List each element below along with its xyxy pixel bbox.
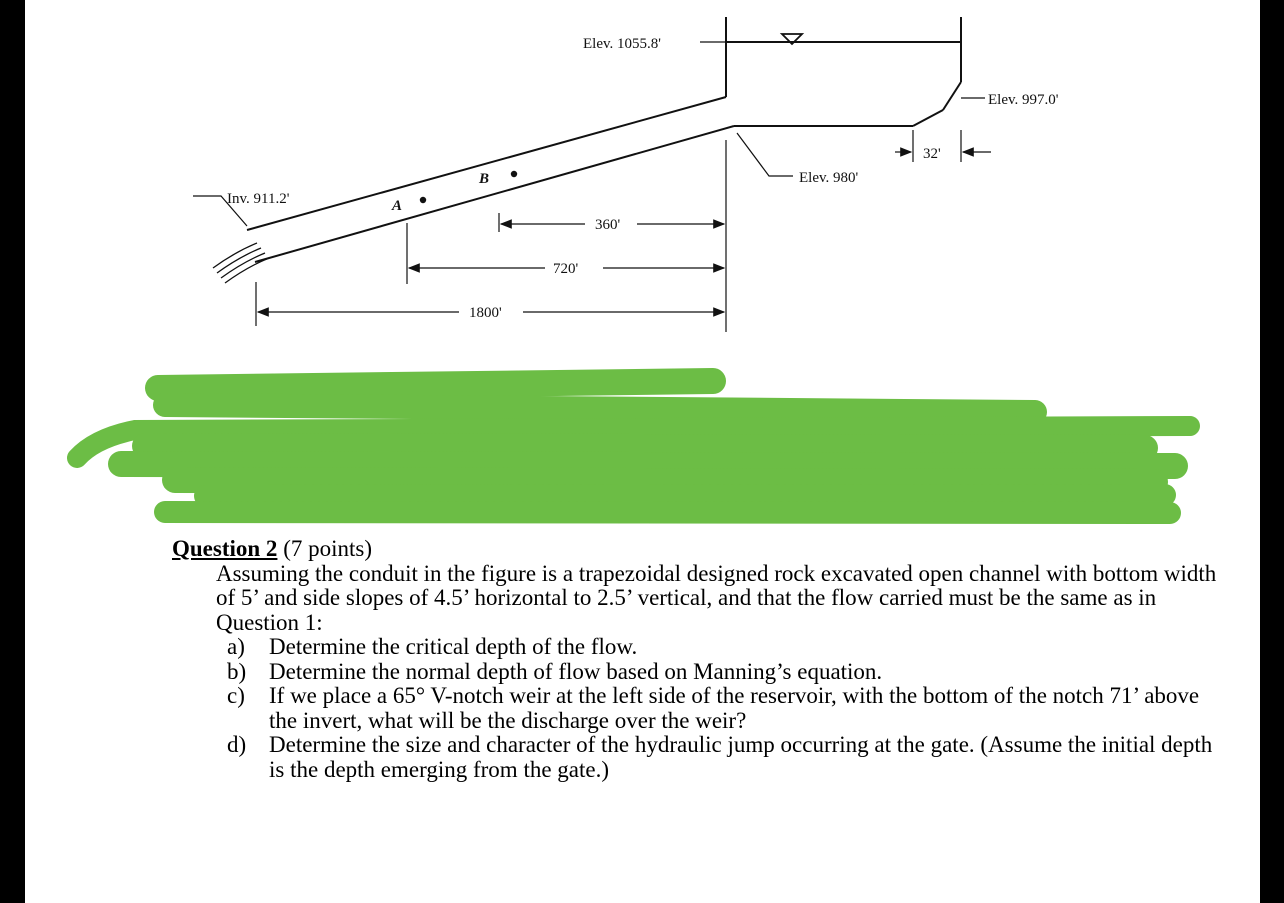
item-text: Determine the size and character of the hydraulic jump occurring at the gate. (Assume the initial depth is the depth emerging from the gate.) [269, 732, 1213, 782]
document-page [25, 0, 1260, 903]
question-2 [172, 537, 1232, 782]
question-heading [172, 537, 1232, 562]
point-a-label: A [392, 198, 403, 214]
dim-32-label: 32' [923, 146, 941, 162]
item-text: Determine the normal depth of flow based on Manning’s equation. [269, 658, 883, 684]
dim-720-label: 720' [553, 261, 579, 277]
item-text: If we place a 65° V-notch weir at the left side of the reservoir, with the bottom of the notch 71’ above the invert, what will be the discharge over the weir? [269, 683, 1200, 733]
item-text: Determine the critical depth of the flow. [269, 634, 638, 659]
scribble-strokes [77, 381, 1190, 513]
elev-top-label: Elev. 1055.8' [583, 36, 661, 52]
point-b-label: B [479, 171, 490, 187]
question-title: Question 2 [172, 536, 278, 561]
question-item [227, 684, 1232, 733]
question-items [227, 635, 1232, 782]
redaction-scribble [25, 0, 1260, 540]
dim-1800-label: 1800' [469, 305, 502, 321]
item-letter: d) [227, 732, 247, 757]
inv-label: Inv. 911.2' [227, 191, 290, 207]
elev-right-label: Elev. 997.0' [988, 92, 1059, 108]
item-letter: b) [227, 658, 247, 684]
question-item [227, 733, 1232, 782]
item-letter: a) [227, 634, 245, 659]
question-points: (7 points) [283, 536, 372, 561]
item-letter: c) [227, 683, 245, 708]
elev-bottom-label: Elev. 980' [799, 170, 859, 186]
dim-360-label: 360' [595, 217, 621, 233]
question-body: Assuming the conduit in the figure is a trapezoidal designed rock excavated open channel with bottom width of 5’ and side slopes of 4.5’ horizontal to 2.5’ vertical, and that the flow carried must be the same as in Question 1: [216, 560, 1217, 635]
question-item [227, 635, 1232, 660]
question-item [227, 660, 1232, 685]
